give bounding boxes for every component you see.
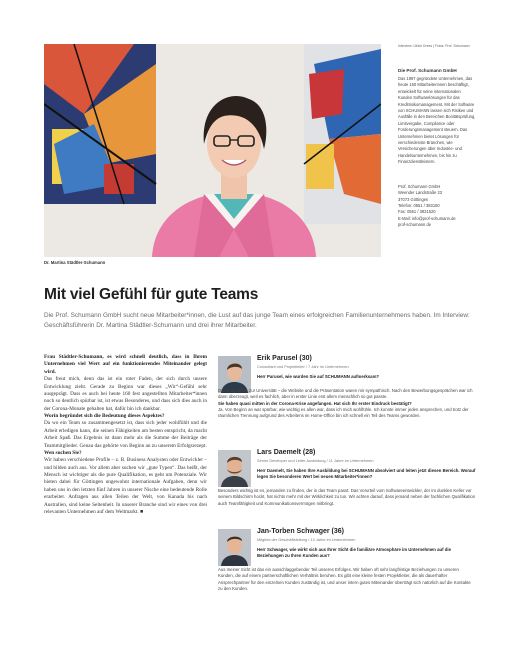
employee-role: Consultant und Projektleiter / 7 Jahr im Unternehmen	[257, 364, 349, 369]
employee-question: Sie haben quasi mitten in der Corona-Krise angefangen. Hat sich Ihr erster Eindruck bestätigt?	[218, 400, 412, 406]
interview-answer: Wir haben verschiedene Profile – z. B. Business Analysten oder Entwickler – und bilden auch aus. Vor allem aber suchen wir „gute Typen“. Das heißt, der Mensch ist wichtiger als die pure Qualifikation, es geht um Potenziale. Wir bieten dabei für Göttingen ungewohnt internationale Aufgaben, denn wir haben uns in den letzten fünf Jahren in unserer Nische eine bedeutende Rolle erarbeitet. Anfragen aus allen Teilen der Welt, von Kanada bis nach Australien, sind keine Seltenheit. In unserer Branche sind wir eines von drei relevanten Unternehmen auf dem Weltmarkt. ■	[44, 457, 207, 515]
employee-question: Herr Daemelt, Sie haben Ihre Ausbildung bei SCHUMANN absolviert und leiten jetzt diesen Bereich. Worauf legen Sie besonderen Wert bei neuen Mitarbeiter*innen?	[257, 468, 476, 480]
address-line: Weender Landstraße 23	[398, 190, 443, 196]
company-sidebar	[398, 44, 476, 229]
company-address	[398, 184, 476, 229]
employee-block-jan-torben	[218, 529, 476, 609]
employee-answer: Aus meiner Sicht ist das ein ausschlaggebender Teil unseres Erfolges. Wir haben oft sehr langfristige Beziehungen zu unseren Kunden, die auf einem partnerschaftlichen Verhältnis beruhen. Es gibt eine kleine festen Projektleiter, die als dauerhafter Ansprechpartner für den einzelnen Kunden zuständig ist, und unser intern gutes Miteinander überträgt sich natürlich auf die Kontakte zu den Kunden.	[218, 567, 471, 591]
avatar	[218, 529, 251, 566]
abstract-painting-left	[44, 44, 156, 204]
company-title: Die Prof. Schumann GmbH	[398, 68, 457, 73]
interview-answer: Das freut mich, denn das ist ein roter Faden, der sich durch unsere Entwicklung zieht. Gerade zu Beginn war dieses „Wir“-Gefühl sehr ausgeprägt. Dass es auch bei heute 160 fest angestellten Mitarbeiter*innen noch so deutlich spürbar ist, ist etwas Besonderes, und dass sich dies auch in der Corona-Monate gehalten hat, dafür bin ich dankbar.	[44, 376, 207, 412]
article-headline: Mit viel Gefühl für gute Teams	[44, 286, 259, 303]
interview-main-column	[44, 354, 207, 516]
employee-role: Senior Developer und Leiter Ausbildung / 11 Jahre im Unternehmen	[257, 458, 374, 463]
article-intro: Die Prof. Schumann GmbH sucht neue Mitarbeiter*innen, die Lust auf das junge Team eines erfolgreichen Familienunternehmens haben. Im Interview: Geschäftsführerin Dr. Martina Städtler-Schumann und drei ihrer Mitarbeiter.	[44, 312, 470, 330]
address-line: 37073 Göttingen	[398, 196, 429, 202]
address-fax: Fax: 0551 / 3831520	[398, 209, 436, 215]
employee-name: Lars Daemelt (28)	[257, 449, 316, 456]
employee-block-erik	[218, 356, 476, 441]
address-phone: Telefon: 0551 / 383150	[398, 202, 440, 208]
company-description: Das 1997 gegründete Unternehmen, das heute 160 Mitarbeiterinnen beschäftigt, entwickelt für seine internationalen Kunden Softwarelösungen für das Kreditrisikomanagement. Mit der Software von SCHUMANN lassen sich Risiken und Ausfälle in den Bereichen Bonitätsprüfung, Limitvergabe, Compliance oder Forderungsmanagement steuern. Das Unternehmen bietet Lösungen für verschiedenste Branchen, wie Versicherungen über Industrie- und Handelsunternehmen, bis hin zu Finanzdienstleistern.	[398, 76, 476, 165]
employee-answer-block	[218, 388, 476, 419]
interview-question: Frau Städtler-Schumann, es wird schnell deutlich, dass in Ihrem Unternehmen viel Wert auf ein funktionierendes Miteinander gelegt wird.	[44, 354, 207, 375]
photo-caption: Dr. Martina Städtler-Schumann	[44, 260, 106, 265]
employee-name: Jan-Torben Schwager (36)	[257, 528, 345, 535]
address-email[interactable]: E-Mail: info@prof-schumann.de	[398, 215, 456, 221]
employee-question: Herr Schwager, wie wirkt sich aus Ihrer Sicht die familiäre Atmosphäre im Unternehmen auf die Beziehungen zu Ihren Kunden aus?	[257, 547, 451, 559]
employee-block-lars	[218, 450, 476, 520]
hero-photo	[44, 44, 381, 257]
interview-question: Wen suchen Sie?	[44, 449, 82, 456]
interview-question: Worin begründet sich die Bedeutung dieses Aspektes?	[44, 413, 165, 419]
employee-answer: Ja. Von Beginn an war spürbar, wie wichtig es allen war, dass ich mich wohlfühle. Ich konnte immer jeden ansprechen, und trotz der räumlichen Trennung aufgrund des Arbeitens im Home-Office bin ich schnell ein Teil des Teams geworden.	[218, 406, 469, 419]
address-website[interactable]: prof-schumann.de	[398, 222, 431, 228]
employee-role: Mitglied der Geschäftsleitung / 14 Jahre im Unternehmen	[257, 537, 356, 542]
address-line: Prof. Schumann GmbH	[398, 183, 441, 189]
employee-answer: Besonders wichtig ist es, jemanden zu finden, der in das Team passt. Das Vorurteil vom Softwareentwickler, der im dunklen Keller vor seinem Bildschirm hockt, hat nichts mehr mit der Wirklichkeit zu tun. Wir achten darauf, dass jemand neben der fachlichen Qualifikation auch Teamfähigkeit und Kommunikationsvermögen mitbringt.	[218, 488, 476, 506]
person-photo	[218, 450, 251, 487]
interview-answer: Da wo ein Team so zusammengesetzt ist, dass sich jeder wohlfühlt und die Arbeit erledigen kann, die seinen Fähigkeiten am besten entspricht, da macht Arbeit Spaß. Das Ergebnis ist dann mehr als die Summe der Beiträge der Teammitglieder. Genau das gehörte von Beginn an zu unserem Erfolgsrezept.	[44, 420, 207, 449]
employee-answer: Durch die Nähe zur Universität – die Website und die Präsentation waren mir sympathisch. Nach den Bewerbungsgesprächen war ich dann überzeugt, weil es fachlich, aber in erster Linie erst allem menschlich so gut passte.	[218, 388, 473, 400]
person-photo	[218, 529, 251, 566]
interview-credit: Interview: Ulrich Drees | Fotos: Prof. Schumann	[398, 44, 470, 48]
employee-name: Erik Parusel (30)	[257, 355, 312, 362]
portrait-illustration	[44, 44, 381, 257]
employee-question: Herr Parusel, wie wurden Sie auf SCHUMANN aufmerksam?	[257, 374, 380, 379]
abstract-painting-right	[304, 44, 381, 224]
avatar	[218, 450, 251, 487]
